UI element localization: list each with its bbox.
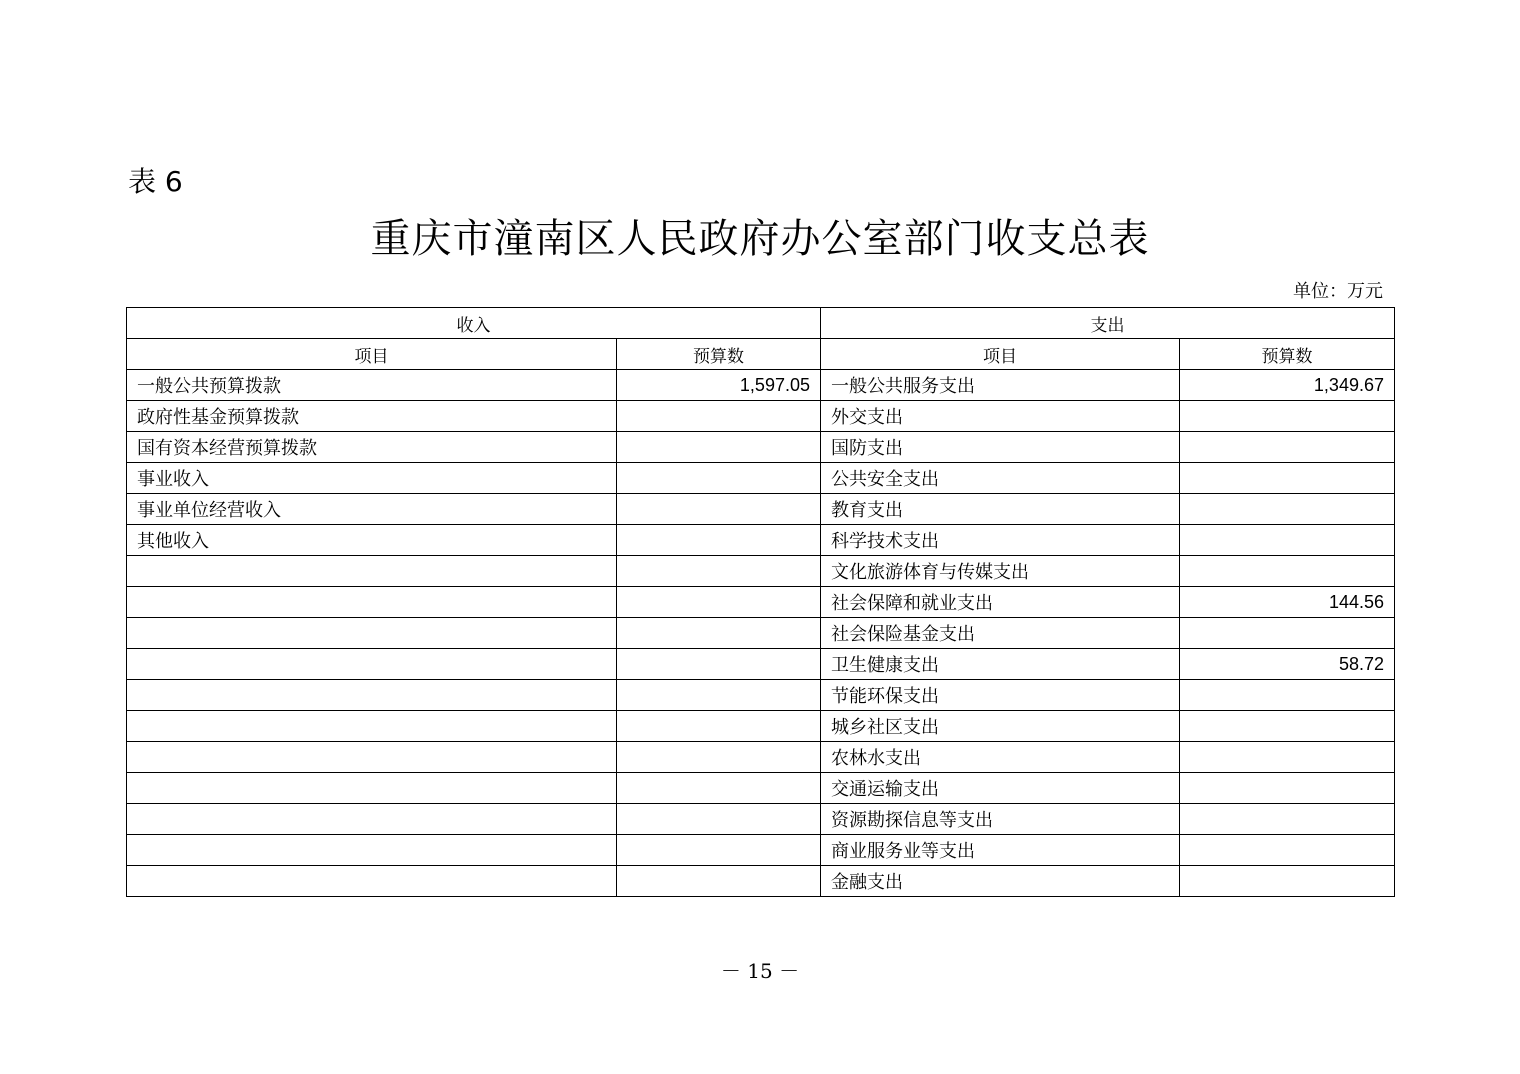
table-row	[127, 401, 1395, 432]
income-item-cell: 其他收入	[127, 525, 617, 556]
expense-amount-cell	[1180, 711, 1395, 742]
income-amount-cell	[617, 432, 821, 463]
table-row	[127, 649, 1395, 680]
table-row	[127, 835, 1395, 866]
income-item-cell: 一般公共预算拨款	[127, 370, 617, 401]
income-item-cell: 事业收入	[127, 463, 617, 494]
income-amount-cell	[617, 556, 821, 587]
expense-amount-cell: 1,349.67	[1180, 370, 1395, 401]
expense-item-cell: 金融支出	[821, 866, 1180, 897]
table-row	[127, 618, 1395, 649]
income-item-cell	[127, 587, 617, 618]
expense-amount-cell	[1180, 525, 1395, 556]
page-number: － 15 －	[720, 959, 800, 983]
expense-amount-column-header: 预算数	[1180, 339, 1395, 370]
table-row	[127, 432, 1395, 463]
column-header-row	[127, 339, 1395, 370]
income-item-cell	[127, 680, 617, 711]
income-amount-cell	[617, 742, 821, 773]
expense-amount-cell: 144.56	[1180, 587, 1395, 618]
expense-item-cell: 教育支出	[821, 494, 1180, 525]
expense-item-column-header: 项目	[821, 339, 1180, 370]
expense-amount-cell	[1180, 866, 1395, 897]
table-row	[127, 680, 1395, 711]
expense-amount-cell	[1180, 463, 1395, 494]
table-row	[127, 866, 1395, 897]
table-row	[127, 711, 1395, 742]
table-row	[127, 587, 1395, 618]
budget-table-body	[127, 370, 1395, 897]
expense-item-cell: 社会保障和就业支出	[821, 587, 1180, 618]
expense-amount-cell	[1180, 401, 1395, 432]
table-label: 表 6	[128, 165, 183, 198]
income-item-cell	[127, 711, 617, 742]
table-row	[127, 494, 1395, 525]
income-amount-cell	[617, 680, 821, 711]
expense-amount-cell	[1180, 773, 1395, 804]
expense-amount-cell	[1180, 494, 1395, 525]
expense-item-cell: 卫生健康支出	[821, 649, 1180, 680]
expense-amount-cell	[1180, 556, 1395, 587]
table-row	[127, 804, 1395, 835]
expense-amount-cell: 58.72	[1180, 649, 1395, 680]
expense-item-cell: 城乡社区支出	[821, 711, 1180, 742]
expense-item-cell: 资源勘探信息等支出	[821, 804, 1180, 835]
expense-item-cell: 节能环保支出	[821, 680, 1180, 711]
income-amount-cell	[617, 835, 821, 866]
unit-label: 单位：万元	[1293, 281, 1383, 302]
income-amount-cell	[617, 804, 821, 835]
expense-amount-cell	[1180, 680, 1395, 711]
table-row	[127, 525, 1395, 556]
income-item-cell	[127, 618, 617, 649]
income-item-cell: 政府性基金预算拨款	[127, 401, 617, 432]
income-item-cell	[127, 649, 617, 680]
expense-item-cell: 文化旅游体育与传媒支出	[821, 556, 1180, 587]
expense-amount-cell	[1180, 432, 1395, 463]
income-amount-column-header: 预算数	[617, 339, 821, 370]
expense-amount-cell	[1180, 835, 1395, 866]
income-item-cell	[127, 835, 617, 866]
income-amount-cell	[617, 587, 821, 618]
income-item-cell: 国有资本经营预算拨款	[127, 432, 617, 463]
expense-item-cell: 商业服务业等支出	[821, 835, 1180, 866]
expense-item-cell: 科学技术支出	[821, 525, 1180, 556]
expense-amount-cell	[1180, 804, 1395, 835]
budget-table	[126, 307, 1395, 897]
table-row	[127, 773, 1395, 804]
expense-item-cell: 国防支出	[821, 432, 1180, 463]
expense-item-cell: 外交支出	[821, 401, 1180, 432]
page-title: 重庆市潼南区人民政府办公室部门收支总表	[370, 216, 1150, 262]
income-item-column-header: 项目	[127, 339, 617, 370]
expense-amount-cell	[1180, 618, 1395, 649]
income-amount-cell	[617, 494, 821, 525]
income-item-cell	[127, 556, 617, 587]
expense-item-cell: 农林水支出	[821, 742, 1180, 773]
expense-item-cell: 公共安全支出	[821, 463, 1180, 494]
table-row	[127, 463, 1395, 494]
income-item-cell	[127, 773, 617, 804]
table-row	[127, 742, 1395, 773]
income-amount-cell: 1,597.05	[617, 370, 821, 401]
income-item-cell	[127, 742, 617, 773]
expense-header: 支出	[821, 308, 1395, 339]
table-row	[127, 370, 1395, 401]
income-amount-cell	[617, 463, 821, 494]
income-amount-cell	[617, 401, 821, 432]
income-item-cell	[127, 804, 617, 835]
expense-item-cell: 交通运输支出	[821, 773, 1180, 804]
income-amount-cell	[617, 525, 821, 556]
income-amount-cell	[617, 649, 821, 680]
expense-item-cell: 社会保险基金支出	[821, 618, 1180, 649]
income-item-cell: 事业单位经营收入	[127, 494, 617, 525]
income-amount-cell	[617, 773, 821, 804]
income-header: 收入	[127, 308, 821, 339]
income-item-cell	[127, 866, 617, 897]
income-amount-cell	[617, 866, 821, 897]
expense-amount-cell	[1180, 742, 1395, 773]
income-amount-cell	[617, 618, 821, 649]
table-row	[127, 556, 1395, 587]
expense-item-cell: 一般公共服务支出	[821, 370, 1180, 401]
section-header-row	[127, 308, 1395, 339]
income-amount-cell	[617, 711, 821, 742]
